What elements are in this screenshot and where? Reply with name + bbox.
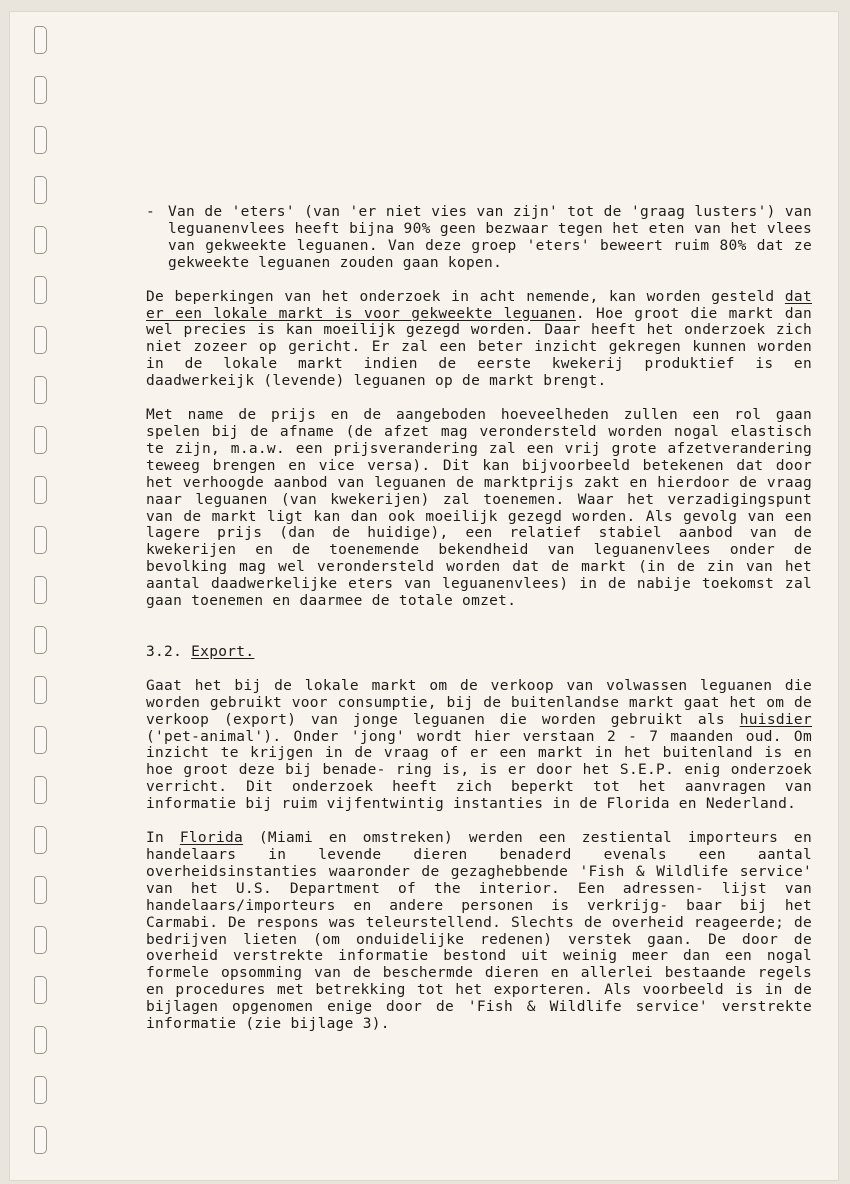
section-heading: 3.2. Export. — [146, 643, 255, 660]
binding-ring — [34, 176, 47, 204]
paragraph-florida: In Florida (Miami en omstreken) werden een zestiental importeurs en handelaars in levende dieren benaderd evenals een aantal overheidsinstanties waaronder de gezaghebbende 'Fish & Wildlife service' van het U.S. Department of the interior. Een adressen- lijst van handelaars/importeurs en andere personen is verkrijg- baar bij het Carmabi. De respons was teleurstellend. Slechts de overheid reageerde; de bedrijven lieten (om onduidelijke redenen) verstek gaan. De door de overheid verstrekte informatie bestond uit weinig meer dan een nogal formele opsomming van de beschermde dieren en allerlei bestaande regels en procedures met betrekking tot het exporteren. Als voorbeeld is in de bijlagen opgenomen enige door de 'Fish & Wildlife service' verstrekte informatie (zie bijlage 3). — [146, 830, 812, 1033]
binding-ring — [34, 926, 47, 954]
bullet-item — [146, 204, 812, 272]
binding-ring — [34, 776, 47, 804]
spiral-binding — [10, 12, 70, 1180]
paragraph-lokale-markt: De beperkingen van het onderzoek in acht nemende, kan worden gesteld dat er een lokale markt is voor gekweekte leguanen. Hoe groot die markt dan wel precies is kan moeilijk gezegd worden. Daar heeft het onderzoek zich niet zozeer op gericht. Er zal een beter inzicht gekregen kunnen worden in de lokale markt indien de eerste kwekerij produktief is en daadwerkeijk (levende) leguanen op de markt brengt. — [146, 288, 812, 390]
body-text — [146, 204, 812, 1033]
underlined-word: huisdier — [739, 711, 812, 728]
binding-ring — [34, 76, 47, 104]
binding-ring — [34, 326, 47, 354]
bullet-dash: - — [146, 204, 156, 220]
underlined-phrase: dat er een lokale markt is voor gekweekte leguanen — [146, 288, 812, 322]
paragraph-export: Gaat het bij de lokale markt om de verkoop van volwassen leguanen die worden gebruikt voor consumptie, bij de buitenlandse markt gaat het om de verkoop (export) van jonge leguanen die worden gebruikt als huisdier ('pet-animal'). Onder 'jong' wordt hier verstaan 2 - 7 maanden oud. Om inzicht te krijgen in de vraag of er een markt in het buitenland is en hoe groot deze bij benade- ring is, is er door het S.E.P. enig onderzoek verricht. Dit onderzoek heeft zich beperkt tot het aanvragen van informatie bij ruim vijfentwintig instanties in de Florida en Nederland. — [146, 677, 812, 813]
binding-ring — [34, 226, 47, 254]
binding-ring — [34, 126, 47, 154]
binding-ring — [34, 976, 47, 1004]
binding-ring — [34, 376, 47, 404]
section-title: Export. — [191, 643, 255, 660]
binding-ring — [34, 626, 47, 654]
underlined-word: Florida — [179, 830, 244, 847]
document-page — [10, 12, 838, 1180]
binding-ring — [34, 1126, 47, 1154]
binding-ring — [34, 476, 47, 504]
binding-ring — [34, 726, 47, 754]
binding-ring — [34, 426, 47, 454]
binding-ring — [34, 526, 47, 554]
binding-ring — [34, 26, 47, 54]
paragraph-eters: Van de 'eters' (van 'er niet vies van zijn' tot de 'graag lusters') van leguanenvlees heeft bijna 90% geen bezwaar tegen het eten van het vlees van gekweekte leguanen. Van deze groep 'eters' beweert ruim 80% dat ze gekweekte leguanen zouden gaan kopen. — [168, 204, 812, 271]
binding-ring — [34, 576, 47, 604]
paragraph-prijs: Met name de prijs en de aangeboden hoeveelheden zullen een rol gaan spelen bij de afname (de afzet mag verondersteld worden nogal elastisch te zijn, m.a.w. een prijsverandering zal een vrij grote afzetverandering teweeg brengen en vice versa). Dit kan bijvoorbeeld betekenen dat door het verhoogde aanbod van leguanen de marktprijs zakt en hierdoor de vraag naar leguanen (van kwekerijen) zal toenemen. Waar het verzadigingspunt van de markt ligt kan dan ook moeilijk gezegd worden. Als gevolg van een lagere prijs (dan de huidige), een relatief stabiel aanbod van de kwekerijen en de toenemende bekendheid van leguanenvlees onder de bevolking mag wel verondersteld worden dat de markt (in de zin van het aantal daadwerkelijke eters van leguanenvlees) in de nabije toekomst zal gaan toenemen en daarmee de totale omzet. — [146, 407, 812, 610]
binding-ring — [34, 826, 47, 854]
binding-ring — [34, 276, 47, 304]
binding-ring — [34, 1076, 47, 1104]
binding-ring — [34, 1026, 47, 1054]
binding-ring — [34, 876, 47, 904]
binding-ring — [34, 676, 47, 704]
